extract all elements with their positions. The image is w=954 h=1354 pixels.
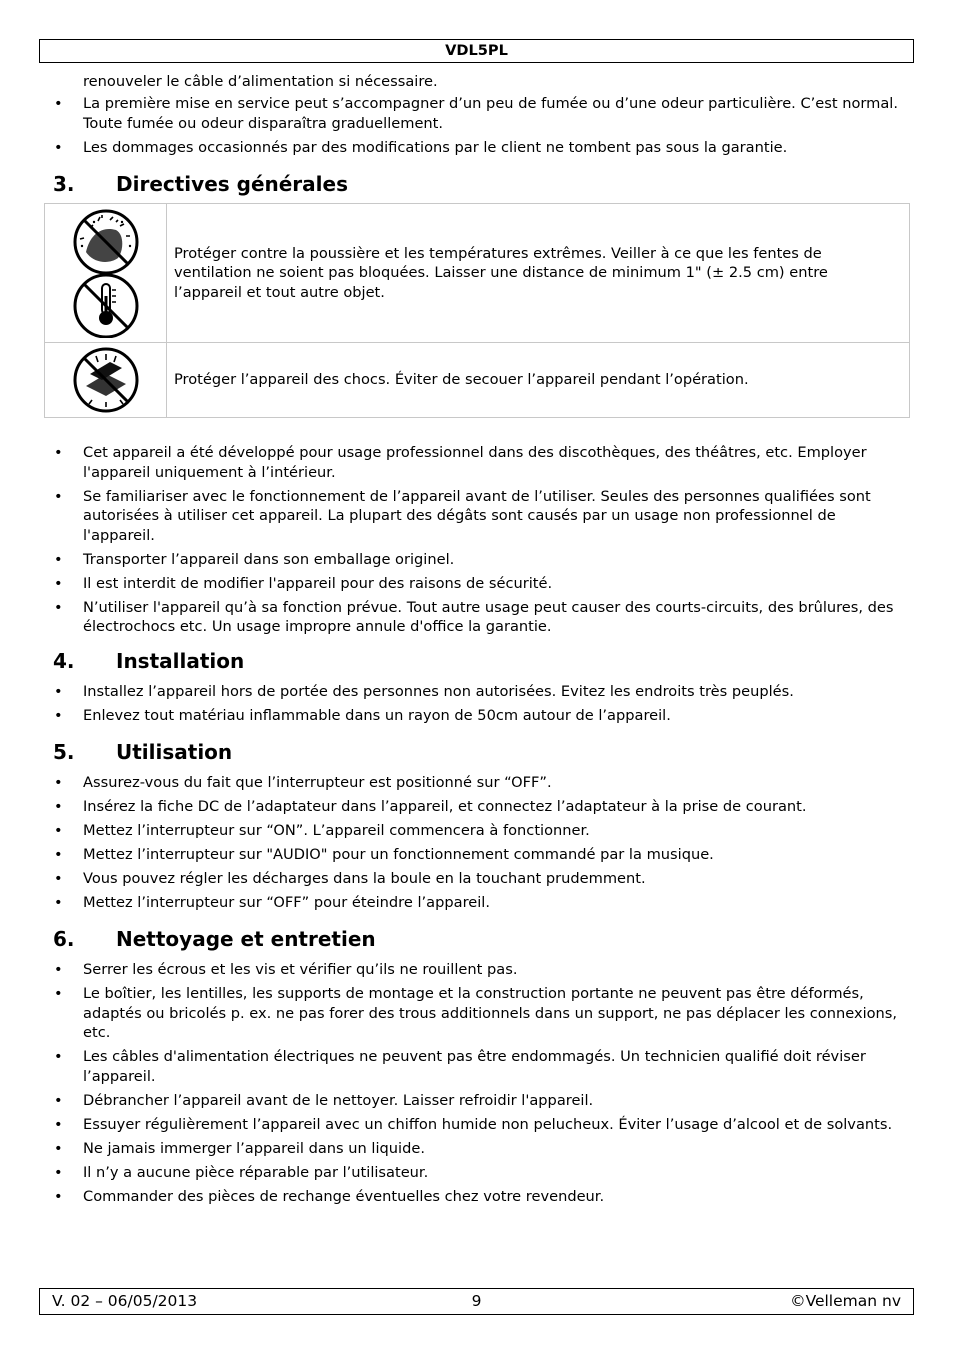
- list-item: • Mettez l’interrupteur sur "AUDIO" pour un fonctionnement commandé par la musique.: [0, 845, 954, 865]
- section-title: Nettoyage et entretien: [116, 927, 376, 951]
- list-item: • Transporter l’appareil dans son emballage originel.: [0, 550, 954, 570]
- list-item: • Mettez l’interrupteur sur “OFF” pour éteindre l’appareil.: [0, 893, 954, 913]
- section4-list: [0, 682, 954, 730]
- header-model: VDL5PL: [445, 42, 508, 59]
- section6-list: [0, 960, 954, 1211]
- section-heading-5: [53, 740, 232, 764]
- no-dust-heat-icons: [72, 208, 140, 338]
- icon-cell: [45, 204, 167, 343]
- list-item: • Ne jamais immerger l’appareil dans un liquide.: [0, 1139, 954, 1159]
- list-item: • Commander des pièces de rechange éventuelles chez votre revendeur.: [0, 1187, 954, 1207]
- list-item: • Enlevez tout matériau inflammable dans un rayon de 50cm autour de l’appareil.: [0, 706, 954, 726]
- list-item: • Mettez l’interrupteur sur “ON”. L’appareil commencera à fonctionner.: [0, 821, 954, 841]
- page-footer: [39, 1288, 914, 1315]
- list-item: • Le boîtier, les lentilles, les supports de montage et la construction portante ne peuvent pas être déformés, adaptés ou bricolés p. ex. ne pas forer des trous additionnels dans un support, ne pas déplacer les connexions, etc.: [0, 984, 954, 1043]
- list-item: • Les dommages occasionnés par des modifications par le client ne tombent pas sous la garantie.: [0, 138, 954, 158]
- list-item: • Il est interdit de modifier l'appareil pour des raisons de sécurité.: [0, 574, 954, 594]
- list-item: • Les câbles d'alimentation électriques ne peuvent pas être endommagés. Un technicien qualifié doit réviser l’appareil.: [0, 1047, 954, 1086]
- section5-list: [0, 773, 954, 917]
- list-item: • La première mise en service peut s’accompagner d’un peu de fumée ou d’une odeur particulière. C’est normal. Toute fumée ou odeur disparaîtra graduellement.: [0, 94, 954, 133]
- section-title: Utilisation: [116, 740, 233, 764]
- intro-list: [0, 94, 954, 162]
- list-item: • Débrancher l’appareil avant de le nettoyer. Laisser refroidir l'appareil.: [0, 1091, 954, 1111]
- table-row: [45, 343, 910, 418]
- section-heading-6: [53, 927, 376, 951]
- section-title: Directives générales: [116, 172, 348, 196]
- safety-table: [44, 203, 910, 418]
- list-item: • Installez l’appareil hors de portée des personnes non autorisées. Evitez les endroits très peuplés.: [0, 682, 954, 702]
- list-item: • Assurez-vous du fait que l’interrupteur est positionné sur “OFF”.: [0, 773, 954, 793]
- section-number: 3.: [53, 172, 75, 196]
- list-item: • Insérez la fiche DC de l’adaptateur dans l’appareil, et connectez l’adaptateur à la prise de courant.: [0, 797, 954, 817]
- continuation-text: renouveler le câble d’alimentation si nécessaire.: [83, 73, 438, 90]
- section-heading-4: [53, 649, 244, 673]
- table-text: Protéger contre la poussière et les températures extrêmes. Veiller à ce que les fentes de ventilation ne soient pas bloquées. Laisser une distance de minimum 1" (± 2.5 cm) entre l’appareil et tout autre objet.: [167, 204, 910, 343]
- page-header: [39, 39, 914, 63]
- section3-list: [0, 443, 954, 641]
- list-item: • N’utiliser l'appareil qu’à sa fonction prévue. Tout autre usage peut causer des courts-circuits, des brûlures, des électrochocs etc. Un usage impropre annule d'office la garantie.: [0, 598, 954, 637]
- page-number: 9: [471, 1292, 482, 1310]
- list-item: • Cet appareil a été développé pour usage professionnel dans des discothèques, des théâtres, etc. Employer l'appareil uniquement à l’intérieur.: [0, 443, 954, 482]
- no-shock-icon: [72, 346, 140, 414]
- table-text: Protéger l’appareil des chocs. Éviter de secouer l’appareil pendant l’opération.: [167, 343, 910, 418]
- no-heat-icon: [75, 275, 137, 337]
- copyright: ©Velleman nv: [790, 1292, 901, 1310]
- list-item: • Essuyer régulièrement l’appareil avec un chiffon humide non pelucheux. Éviter l’usage d’alcool et de solvants.: [0, 1115, 954, 1135]
- section-number: 4.: [53, 649, 75, 673]
- list-item: • Se familiariser avec le fonctionnement de l’appareil avant de l’utiliser. Seules des personnes qualifiées sont autorisées à utiliser cet appareil. La plupart des dégâts sont causés par un usage non professionnel de l'appareil.: [0, 487, 954, 546]
- table-row: [45, 204, 910, 343]
- list-item: • Serrer les écrous et les vis et vérifier qu’ils ne rouillent pas.: [0, 960, 954, 980]
- version-date: V. 02 – 06/05/2013: [52, 1292, 198, 1310]
- icon-cell: [45, 343, 167, 418]
- section-heading-3: [53, 172, 348, 196]
- list-item: • Il n’y a aucune pièce réparable par l’utilisateur.: [0, 1163, 954, 1183]
- section-number: 5.: [53, 740, 75, 764]
- section-title: Installation: [116, 649, 245, 673]
- list-item: • Vous pouvez régler les décharges dans la boule en la touchant prudemment.: [0, 869, 954, 889]
- section-number: 6.: [53, 927, 75, 951]
- no-dust-icon: [75, 211, 137, 273]
